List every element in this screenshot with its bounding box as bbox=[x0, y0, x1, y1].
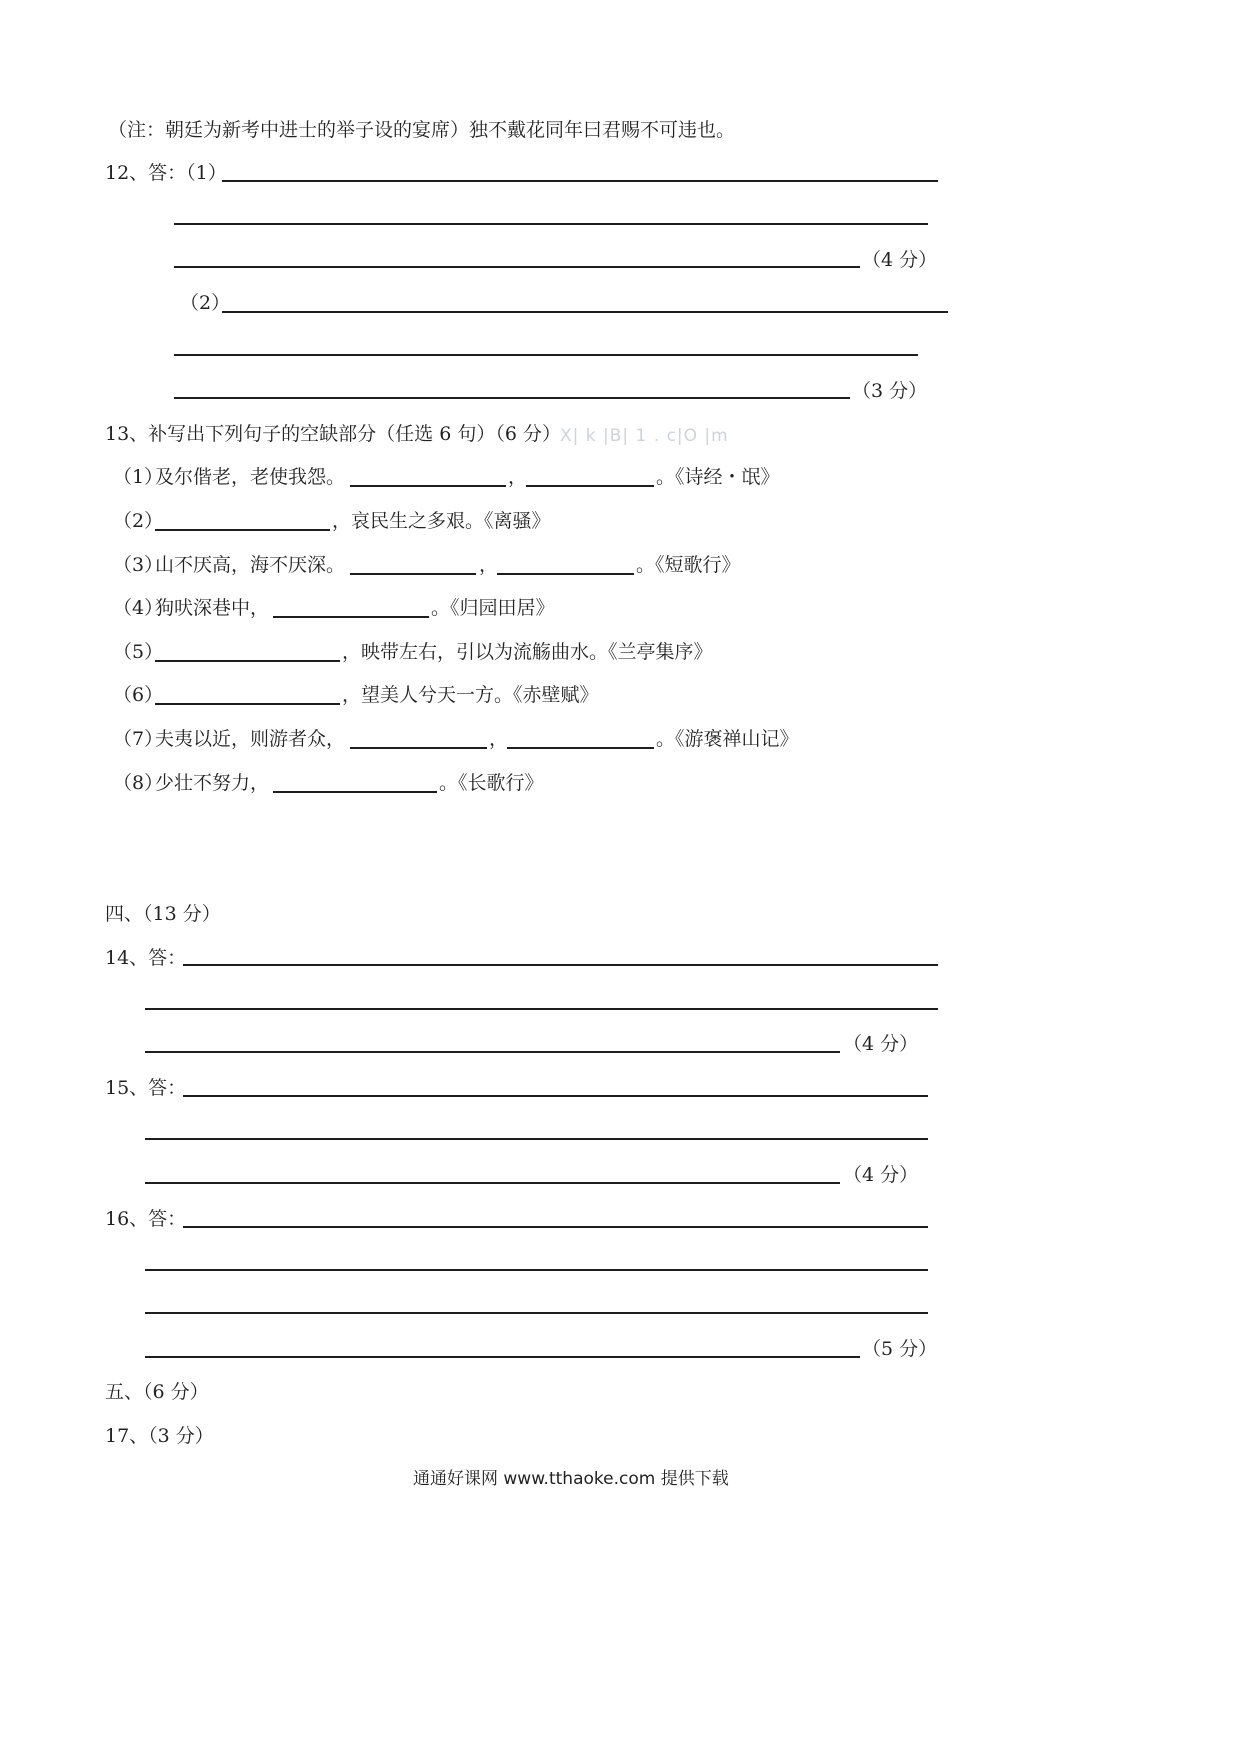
blank-line[interactable] bbox=[273, 791, 437, 793]
answer-line[interactable] bbox=[222, 311, 948, 313]
q13-item-suffix: ，映带左右，引以为流觞曲水。《兰亭集序》 bbox=[342, 641, 713, 663]
q16-label: 16、答： bbox=[105, 1208, 187, 1230]
q14-score: （4 分） bbox=[843, 1033, 919, 1055]
q13-item-num: （8） bbox=[113, 772, 164, 794]
q13-item-num: （7） bbox=[113, 728, 164, 750]
blank-line[interactable] bbox=[350, 573, 476, 575]
q13-item-mid: ， bbox=[508, 466, 528, 488]
blank-line[interactable] bbox=[155, 660, 340, 662]
q13-item-prefix: 少壮不努力， bbox=[155, 772, 270, 794]
watermark-text: X| k |B| 1 . c|O |m bbox=[560, 426, 729, 446]
q13-item-suffix: 。《长歌行》 bbox=[439, 772, 544, 794]
q13-item-num: （2） bbox=[113, 510, 164, 532]
q12-score-1: （4 分） bbox=[862, 249, 938, 271]
q13-item-suffix: 。《游褒禅山记》 bbox=[656, 728, 799, 750]
q13-heading: 13、补写出下列句子的空缺部分（任选 6 句）（6 分） bbox=[105, 423, 561, 445]
q13-item-num: （3） bbox=[113, 554, 164, 576]
q13-item-prefix: 狗吠深巷中， bbox=[155, 597, 270, 619]
q13-item-prefix: 夫夷以近，则游者众， bbox=[155, 728, 346, 750]
q13-item-num: （4） bbox=[113, 597, 164, 619]
q12-score-2: （3 分） bbox=[852, 380, 928, 402]
answer-line[interactable] bbox=[174, 266, 860, 268]
note-line: （注：朝廷为新考中进士的举子设的宴席）独不戴花同年曰君赐不可违也。 bbox=[108, 119, 736, 141]
answer-line[interactable] bbox=[183, 964, 938, 966]
footer-text: 通通好课网 www.tthaoke.com 提供下载 bbox=[413, 1469, 729, 1489]
q13-item-num: （1） bbox=[113, 466, 164, 488]
blank-line[interactable] bbox=[507, 747, 654, 749]
answer-line[interactable] bbox=[145, 1051, 840, 1053]
answer-line[interactable] bbox=[145, 1138, 928, 1140]
answer-line[interactable] bbox=[174, 354, 918, 356]
blank-line[interactable] bbox=[273, 616, 429, 618]
blank-line[interactable] bbox=[350, 747, 487, 749]
blank-line[interactable] bbox=[350, 485, 506, 487]
answer-line[interactable] bbox=[174, 397, 850, 399]
q13-item-mid: ， bbox=[489, 728, 509, 750]
answer-line[interactable] bbox=[174, 223, 928, 225]
q13-item-suffix: 。《诗经・氓》 bbox=[656, 466, 780, 488]
q12-sub2-label: （2） bbox=[180, 292, 231, 314]
q13-item-suffix: ，望美人兮天一方。《赤壁赋》 bbox=[342, 684, 599, 706]
section-5-heading: 五、（6 分） bbox=[105, 1381, 209, 1403]
blank-line[interactable] bbox=[526, 485, 654, 487]
q13-item-num: （5） bbox=[113, 641, 164, 663]
answer-line[interactable] bbox=[183, 1095, 928, 1097]
q13-item-suffix: 。《短歌行》 bbox=[636, 554, 741, 576]
q13-item-mid: ， bbox=[479, 554, 499, 576]
section-4-heading: 四、（13 分） bbox=[105, 903, 221, 925]
q14-label: 14、答： bbox=[105, 947, 187, 969]
answer-line[interactable] bbox=[222, 180, 938, 182]
q12-label: 12、答：（1） bbox=[105, 162, 227, 184]
answer-line[interactable] bbox=[145, 1008, 938, 1010]
q17-heading: 17、（3 分） bbox=[105, 1425, 214, 1447]
blank-line[interactable] bbox=[155, 703, 340, 705]
q15-score: （4 分） bbox=[843, 1164, 919, 1186]
answer-line[interactable] bbox=[145, 1312, 928, 1314]
q16-score: （5 分） bbox=[862, 1338, 938, 1360]
q13-item-suffix: 。《归园田居》 bbox=[431, 597, 555, 619]
answer-line[interactable] bbox=[145, 1356, 860, 1358]
answer-line[interactable] bbox=[183, 1226, 928, 1228]
answer-line[interactable] bbox=[145, 1269, 928, 1271]
q13-item-prefix: 及尔偕老，老使我怨。 bbox=[155, 466, 346, 488]
q13-item-prefix: 山不厌高，海不厌深。 bbox=[155, 554, 346, 576]
blank-line[interactable] bbox=[155, 529, 330, 531]
blank-line[interactable] bbox=[497, 573, 634, 575]
answer-line[interactable] bbox=[145, 1182, 840, 1184]
q15-label: 15、答： bbox=[105, 1077, 187, 1099]
q13-item-suffix: ，哀民生之多艰。《离骚》 bbox=[332, 510, 551, 532]
q13-item-num: （6） bbox=[113, 684, 164, 706]
